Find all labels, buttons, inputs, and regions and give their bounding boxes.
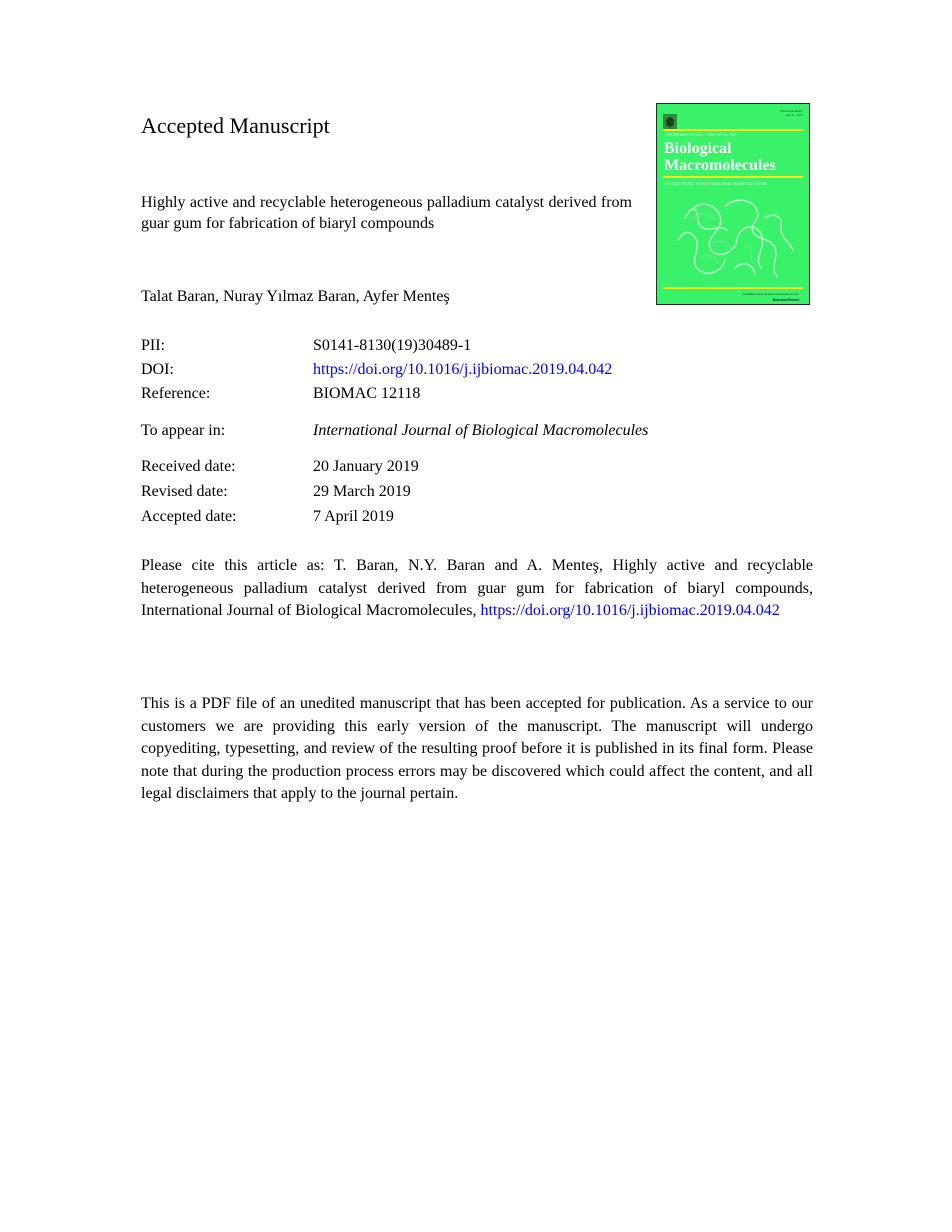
elsevier-tree-icon: [663, 114, 677, 130]
disclaimer-paragraph: This is a PDF file of an unedited manuscript that has been accepted for publication. As a service to our customers we are providing this early version of the manuscript. The manuscript will undergo copyediting, typesetting, and review of the resulting proof before it is published in its final form. Please note that during the production process errors may be discovered which could affect the content, and all legal disclaimers that apply to the journal pertain.: [141, 695, 813, 802]
revised-date-label: Revised date:: [141, 483, 228, 500]
appear-in-label: To appear in:: [141, 422, 226, 439]
received-date-value: 20 January 2019: [313, 458, 419, 475]
accepted-date-value: 7 April 2019: [313, 508, 394, 525]
cover-kicker: INTERNATIONAL JOURNAL OF: [665, 132, 738, 137]
journal-name: International Journal of Biological Macromolecules: [313, 422, 649, 439]
sciencedirect-mark: ScienceDirect: [772, 297, 799, 302]
page-heading: Accepted Manuscript: [141, 113, 330, 138]
citation-doi-link[interactable]: https://doi.org/10.1016/j.ijbiomac.2019.04.042: [480, 602, 780, 619]
pii-value: S0141-8130(19)30489-1: [313, 337, 472, 354]
author-list: Talat Baran, Nuray Yılmaz Baran, Ayfer Menteş: [141, 288, 450, 305]
cover-issn: ISSN 0141-8130 Vol. 1 – 132: [779, 109, 802, 117]
reference-label: Reference:: [141, 385, 211, 402]
cover-bottom-rule: [663, 287, 803, 289]
accepted-date-label: Accepted date:: [141, 508, 237, 525]
pii-label: PII:: [141, 337, 165, 354]
citation-paragraph: [141, 555, 813, 623]
journal-cover: [656, 103, 810, 305]
revised-date-value: 29 March 2019: [313, 483, 411, 500]
cover-top-rule: [663, 129, 803, 131]
citation-text: Please cite this article as: T. Baran, N.Y. Baran and A. Menteş, Highly active and recyclable heterogeneous palladium catalyst derived from guar gum for fabrication of biaryl compounds, International Journal of Biological Macromolecules,: [141, 557, 813, 619]
cover-availability-text: Available online at www.sciencedirect.com: [742, 292, 799, 296]
received-date-label: Received date:: [141, 458, 236, 475]
cover-title-line-1: Biological: [664, 140, 732, 157]
doi-link[interactable]: https://doi.org/10.1016/j.ijbiomac.2019.04.042: [313, 361, 613, 378]
cover-mid-rule: [663, 176, 803, 178]
article-title: Highly active and recyclable heterogeneous palladium catalyst derived from guar gum for fabrication of biaryl compounds: [141, 194, 632, 232]
protein-structure-illustration: [665, 188, 803, 284]
doi-label: DOI:: [141, 361, 174, 378]
cover-subtitle: STRUCTURE, FUNCTION AND INTERACTIONS: [665, 181, 768, 186]
reference-value: BIOMAC 12118: [313, 385, 421, 402]
cover-title-line-2: Macromolecules: [664, 157, 776, 174]
